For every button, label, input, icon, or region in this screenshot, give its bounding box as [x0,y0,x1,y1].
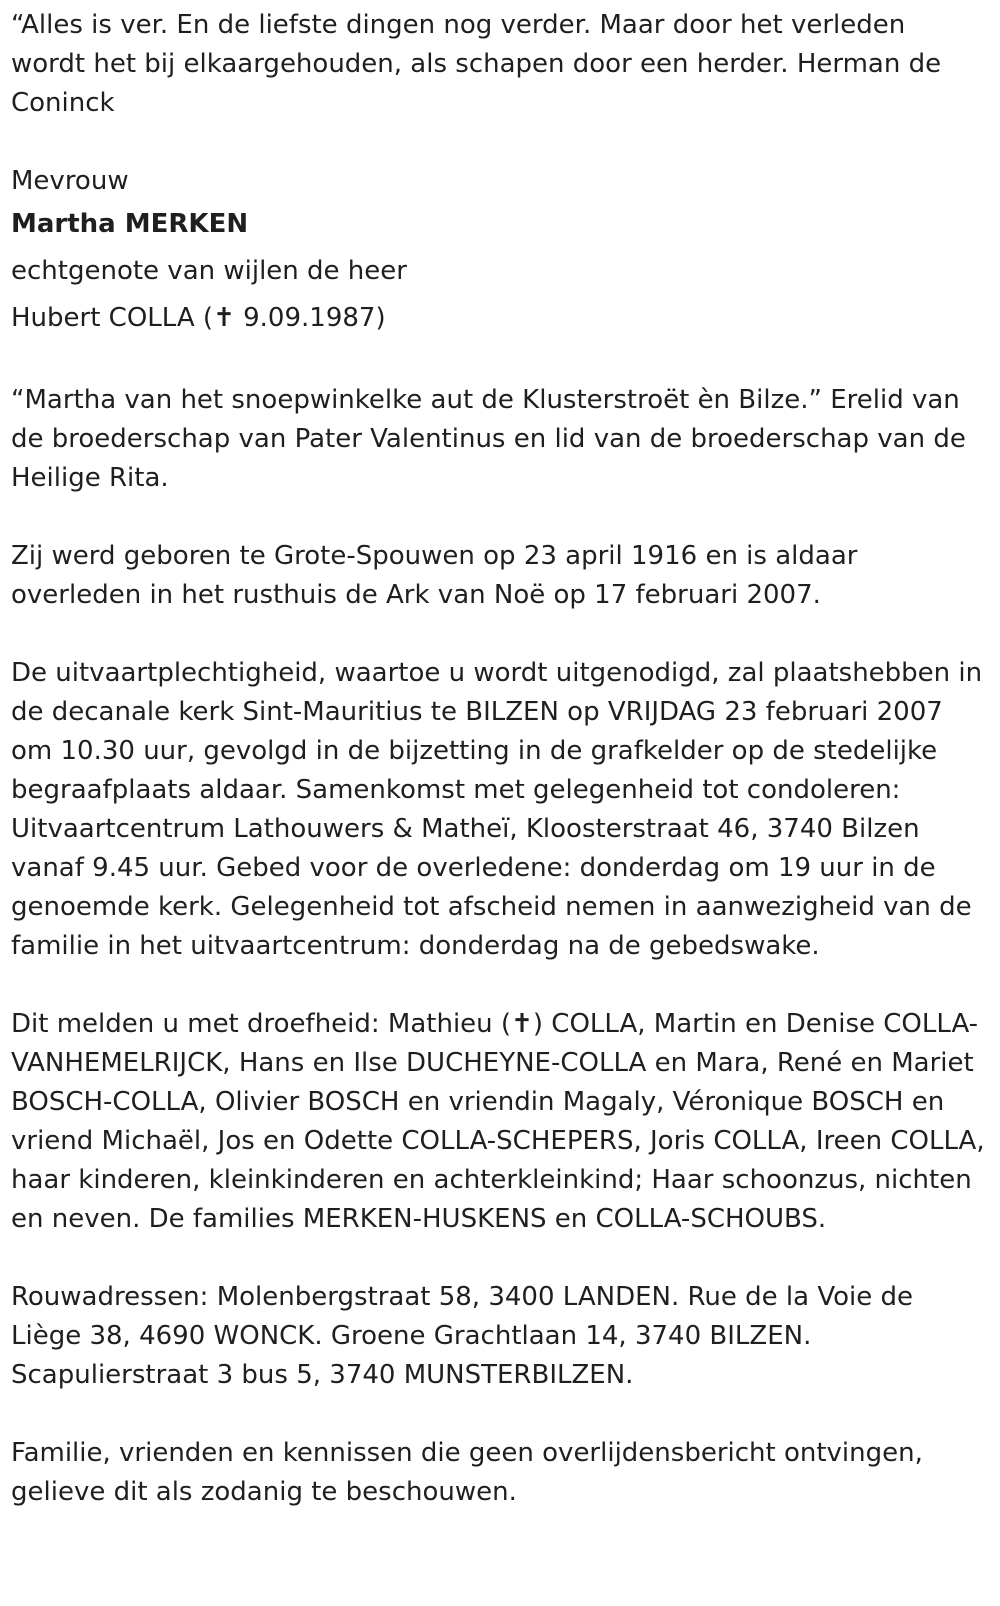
spouse-name [11,295,986,342]
obituary-document [11,6,986,1512]
name-block [11,201,986,342]
salutation: Mevrouw [11,166,129,196]
spouse-line: echtgenote van wijlen de heer [11,256,407,286]
announcers-paragraph [11,1005,986,1239]
spacer [11,615,986,654]
spouse-death-date: 9.09.1987) [234,303,386,333]
announcers-list: ) COLLA, Martin en Denise COLLA-VANHEMELRIJCK, Hans en Ilse DUCHEYNE-COLLA en Mara, René en Mariet BOSCH-COLLA, Olivier BOSCH en vriendin Magaly, Véronique BOSCH en vriend Michaël, Jos en Odette COLLA-SCHEPERS, Joris COLLA, Ireen COLLA, haar kinderen, kleinkinderen en achterkleinkind; Haar schoonzus, nichten en neven. De families MERKEN-HUSKENS en COLLA-SCHOUBS. [11,1009,985,1234]
cross-icon: ✝ [213,303,235,333]
birth-death-paragraph: Zij werd geboren te Grote-Spouwen op 23 april 1916 en is aldaar overleden in het rusthuis de Ark van Noë op 17 februari 2007. [11,541,858,610]
deceased-name: Martha MERKEN [11,209,249,239]
announcers-prefix: Dit melden u met droefheid: Mathieu ( [11,1009,512,1039]
addresses-paragraph: Rouwadressen: Molenbergstraat 58, 3400 LANDEN. Rue de la Voie de Liège 38, 4690 WONCK. Groene Grachtlaan 14, 3740 BILZEN. Scapulierstraat 3 bus 5, 3740 MUNSTERBILZEN. [11,1282,913,1390]
funeral-paragraph: De uitvaartplechtigheid, waartoe u wordt uitgenodigd, zal plaatshebben in de decanale kerk Sint-Mauritius te BILZEN op VRIJDAG 23 februari 2007 om 10.30 uur, gevolgd in de bijzetting in de grafkelder op de stedelijke begraafplaats aldaar. Samenkomst met gelegenheid tot condoleren: Uitvaartcentrum Lathouwers & Matheï, Kloosterstraat 46, 3740 Bilzen vanaf 9.45 uur. Gebed voor de overledene: donderdag om 19 uur in de genoemde kerk. Gelegenheid tot afscheid nemen in aanwezigheid van de familie in het uitvaartcentrum: donderdag na de gebedswake. [11,658,983,961]
tribute-paragraph: “Martha van het snoepwinkelke aut de Klusterstroët èn Bilze.” Erelid van de broederschap van Pater Valentinus en lid van de broederschap van de Heilige Rita. [11,385,966,493]
spacer [11,1239,986,1278]
spacer [11,123,986,162]
spacer [11,342,986,381]
spacer [11,498,986,537]
spacer [11,966,986,1005]
closing-paragraph: Familie, vrienden en kennissen die geen overlijdensbericht ontvingen, gelieve dit als zodanig te beschouwen. [11,1438,923,1507]
cross-icon: ✝ [511,1009,533,1039]
spouse-name-text: Hubert COLLA ( [11,303,214,333]
spacer [11,1395,986,1434]
opening-quote: “Alles is ver. En de liefste dingen nog verder. Maar door het verleden wordt het bij elkaargehouden, als schapen door een herder. Herman de Coninck [11,10,942,118]
